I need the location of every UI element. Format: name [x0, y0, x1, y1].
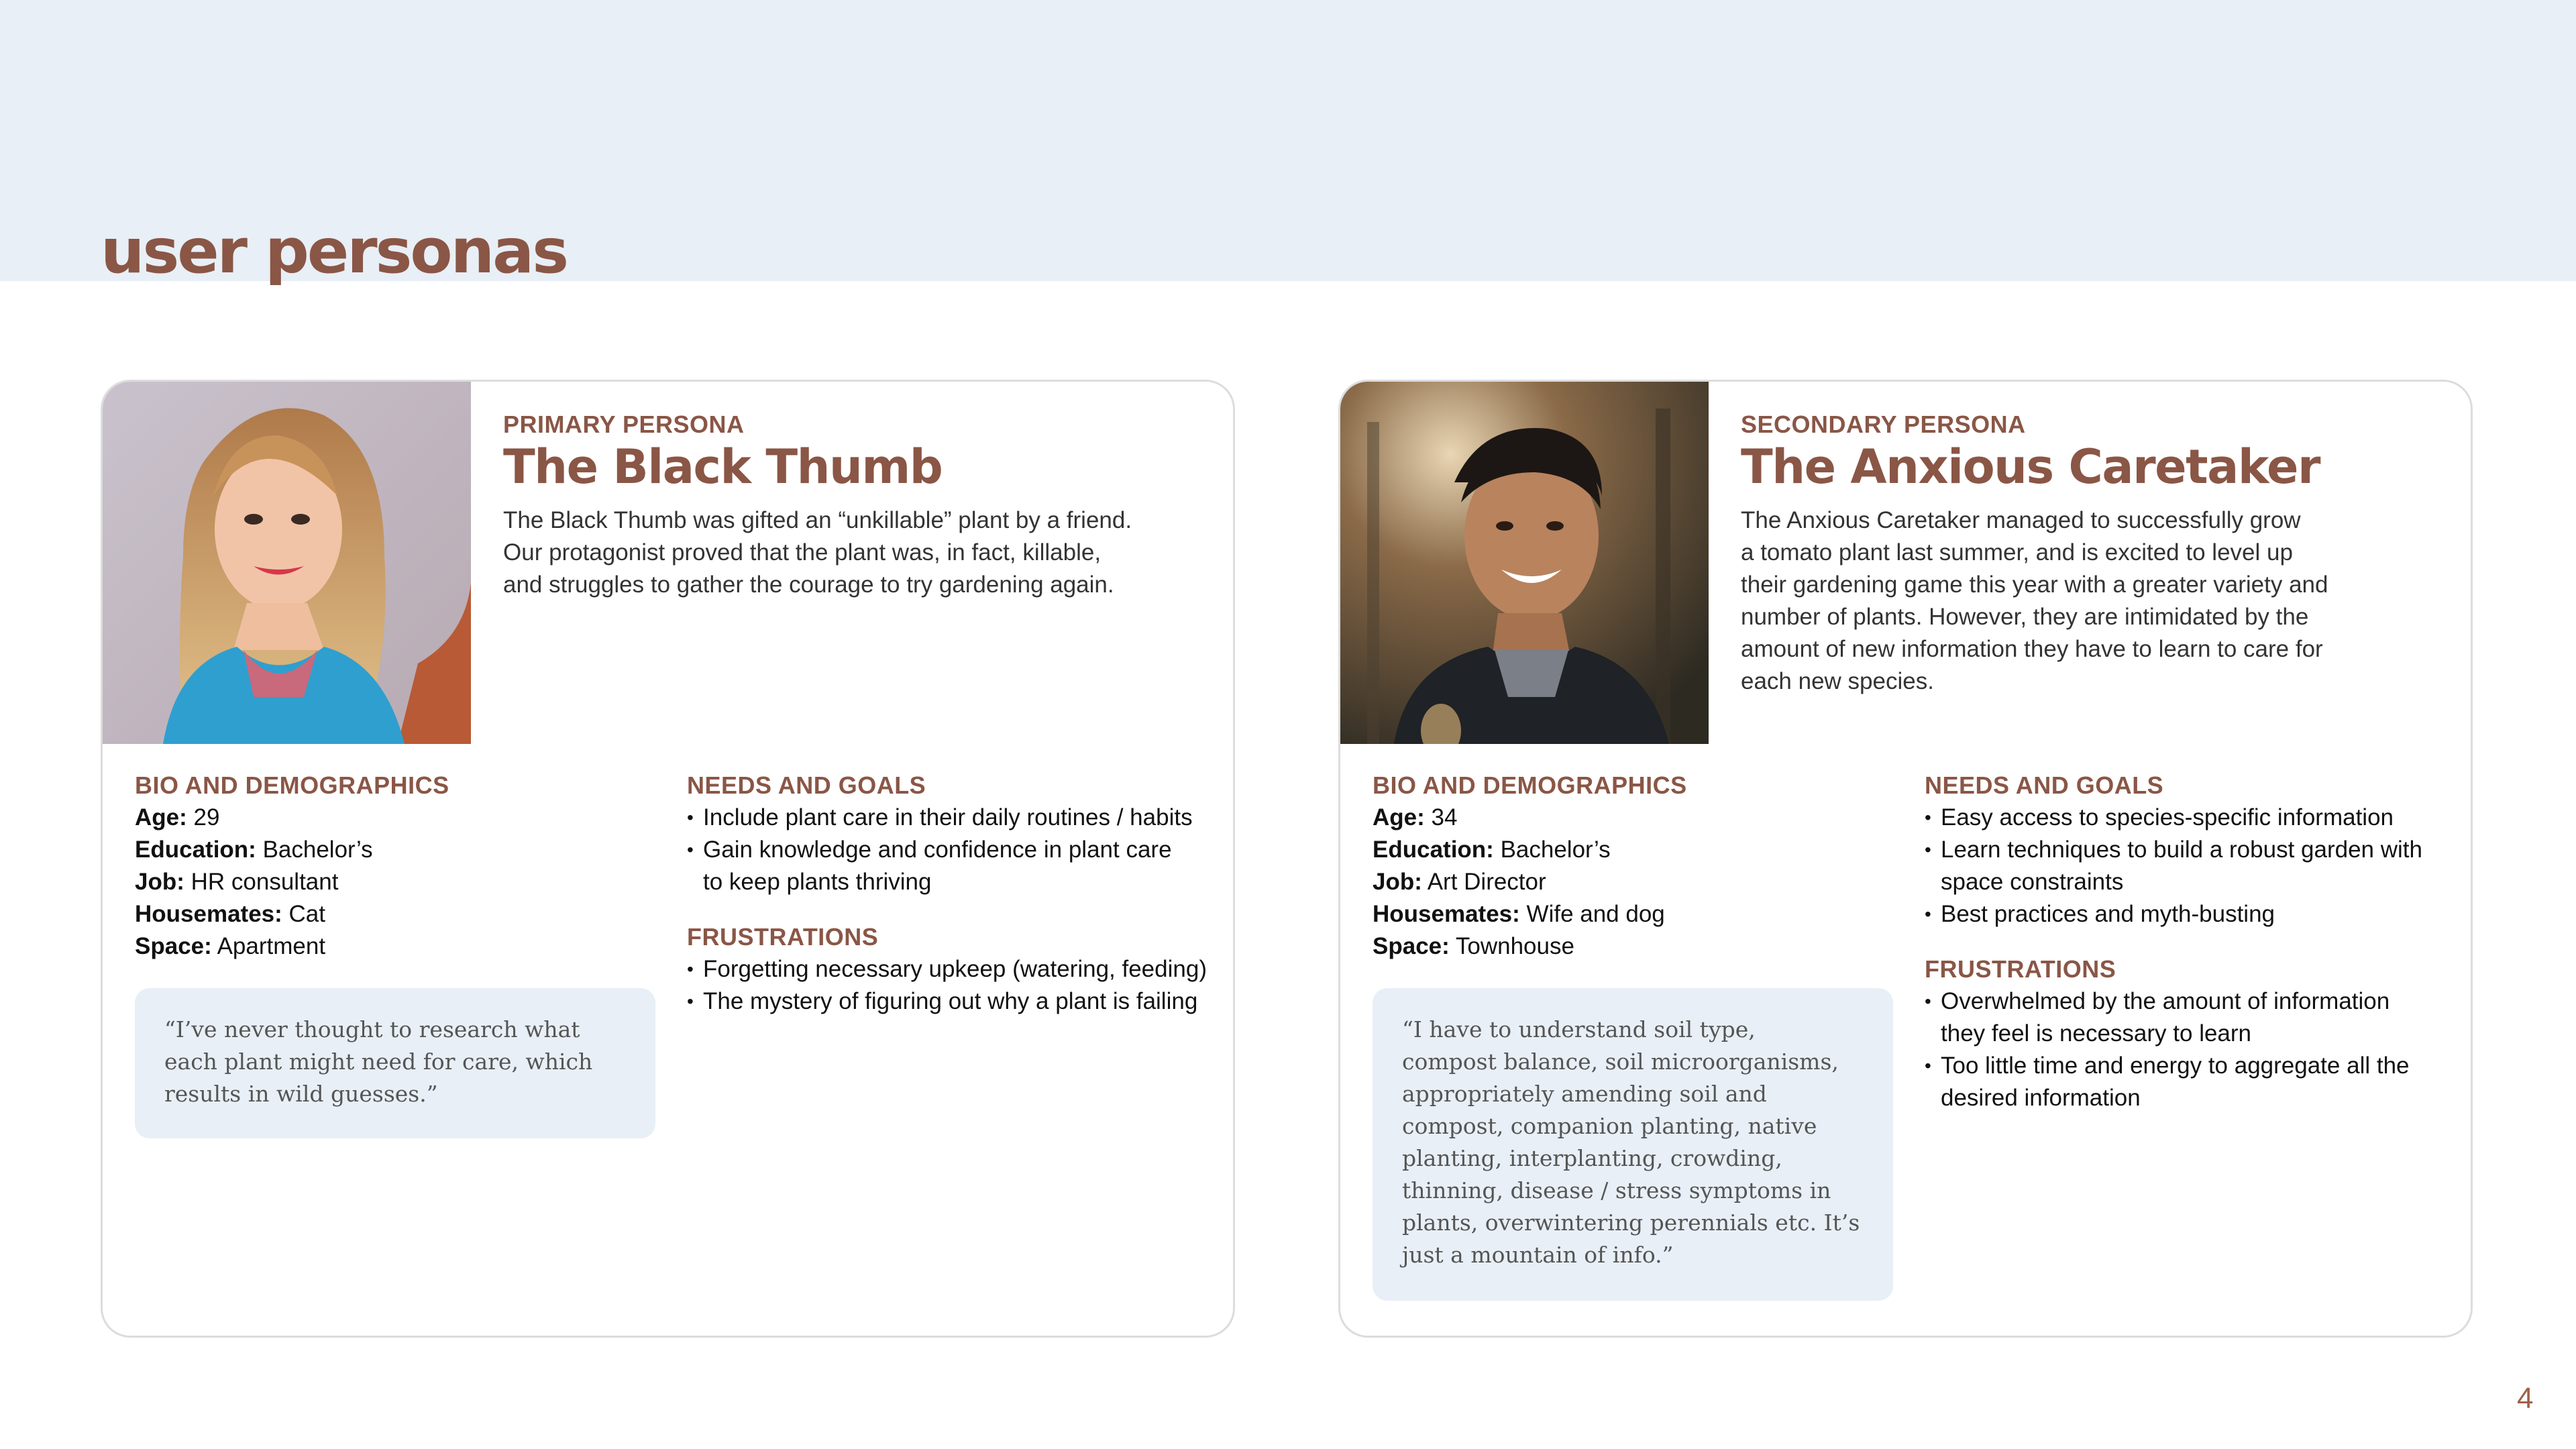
quote-line: “I have to understand soil type,	[1402, 1016, 1756, 1042]
bio-heading: BIO AND DEMOGRAPHICS	[1373, 771, 1687, 799]
quote-line: compost balance, soil microorganisms,	[1402, 1049, 1839, 1075]
description-line: number of plants. However, they are intimidated by the	[1741, 604, 2309, 631]
persona-type-label: PRIMARY PERSONA	[503, 411, 745, 438]
quote-line: appropriately amending soil and	[1402, 1081, 1767, 1107]
persona-name: The Black Thumb	[503, 439, 943, 495]
frustrations-heading: FRUSTRATIONS	[1925, 955, 2116, 983]
description-line: and struggles to gather the courage to try gardening again.	[503, 572, 1114, 598]
description-line: The Anxious Caretaker managed to successfully grow	[1741, 507, 2301, 534]
description-line: a tomato plant last summer, and is excited to level up	[1741, 539, 2293, 566]
needs-list	[687, 802, 1224, 898]
bio-age: Age: 29	[135, 804, 220, 830]
quote-line: compost, companion planting, native	[1402, 1113, 1817, 1139]
quote-line: results in wild guesses.”	[164, 1081, 438, 1107]
quote-line: just a mountain of info.”	[1402, 1242, 1674, 1268]
bio-space: Space: Apartment	[135, 933, 326, 959]
frustrations-heading: FRUSTRATIONS	[687, 923, 879, 951]
page-number: 4	[2517, 1382, 2534, 1415]
quote-line: planting, interplanting, crowding,	[1402, 1145, 1782, 1171]
description-line: amount of new information they have to learn to care for	[1741, 636, 2323, 663]
needs-item: • Gain knowledge and confidence in plant care to keep plants thriving	[687, 834, 1224, 898]
bio-section	[135, 769, 645, 963]
description-line: The Black Thumb was gifted an “unkillable” plant by a friend.	[503, 507, 1132, 534]
persona-description	[1741, 504, 2398, 698]
needs-item: • Learn techniques to build a robust garden with space constraints	[1925, 834, 2461, 898]
needs-heading: NEEDS AND GOALS	[687, 771, 926, 799]
description-line: their gardening game this year with a greater variety and	[1741, 572, 2328, 598]
description-line: each new species.	[1741, 668, 1934, 695]
needs-item: • Include plant care in their daily routines / habits	[687, 802, 1224, 834]
bio-heading: BIO AND DEMOGRAPHICS	[135, 771, 449, 799]
persona-photo-woman	[103, 382, 471, 744]
page-title: user personas	[101, 215, 567, 287]
needs-list	[1925, 802, 2461, 930]
persona-card-primary	[101, 380, 1235, 1338]
persona-quote	[135, 988, 655, 1138]
bio-education: Education: Bachelor’s	[135, 837, 373, 863]
bio-job: Job: HR consultant	[135, 869, 339, 895]
bio-housemates: Housemates: Cat	[135, 901, 325, 927]
bio-job: Job: Art Director	[1373, 869, 1546, 895]
bio-space: Space: Townhouse	[1373, 933, 1574, 959]
frustration-item: • Forgetting necessary upkeep (watering, feeding)	[687, 953, 1224, 985]
frustration-item: • Too little time and energy to aggregate all the desired information	[1925, 1050, 2461, 1114]
frustrations-list	[1925, 985, 2461, 1114]
needs-item: • Best practices and myth-busting	[1925, 898, 2461, 930]
needs-heading: NEEDS AND GOALS	[1925, 771, 2164, 799]
quote-line: thinning, disease / stress symptoms in	[1402, 1177, 1831, 1203]
persona-name: The Anxious Caretaker	[1741, 439, 2320, 495]
frustrations-list	[687, 953, 1224, 1018]
frustration-item: • Overwhelmed by the amount of information they feel is necessary to learn	[1925, 985, 2461, 1050]
needs-section	[687, 769, 1224, 1018]
bio-section	[1373, 769, 1882, 963]
persona-quote	[1373, 988, 1893, 1301]
description-line: Our protagonist proved that the plant was, in fact, killable,	[503, 539, 1102, 566]
needs-item: • Easy access to species-specific information	[1925, 802, 2461, 834]
needs-section	[1925, 769, 2461, 1114]
persona-photo-man	[1340, 382, 1709, 744]
quote-line: “I’ve never thought to research what	[164, 1016, 580, 1042]
persona-description	[503, 504, 1161, 601]
persona-type-label: SECONDARY PERSONA	[1741, 411, 2026, 438]
bio-age: Age: 34	[1373, 804, 1458, 830]
persona-card-secondary	[1338, 380, 2473, 1338]
bio-housemates: Housemates: Wife and dog	[1373, 901, 1665, 927]
frustration-item: • The mystery of figuring out why a plant is failing	[687, 985, 1224, 1018]
quote-line: each plant might need for care, which	[164, 1049, 593, 1075]
bio-education: Education: Bachelor’s	[1373, 837, 1611, 863]
quote-line: plants, overwintering perennials etc. It’s	[1402, 1210, 1860, 1236]
